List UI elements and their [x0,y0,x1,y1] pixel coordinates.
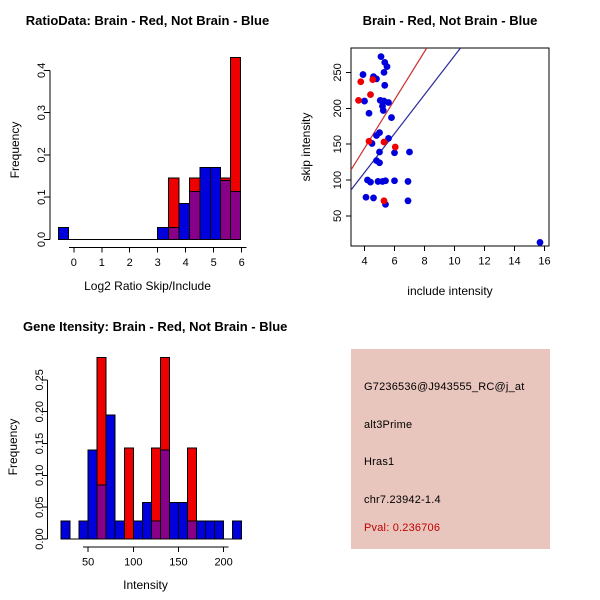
scatter-point [537,239,544,246]
x-tick-label: 2 [126,257,133,269]
scatter-point [366,110,373,117]
y-tick-label: 0.0 [35,231,48,248]
gene-histogram-ylabel: Frequency [6,418,20,476]
scatter-point [378,53,385,60]
hist-bar [188,521,197,539]
fit-line [351,48,461,190]
scatter-point [406,149,413,156]
hist-bar [88,450,97,539]
info-probe-id: G7236536@J943555_RC@j_at [364,381,525,393]
hist-bar [133,521,142,539]
scatter-point [381,139,388,146]
hist-bar [115,521,124,539]
info-pval: Pval: 0.236706 [364,522,441,534]
hist-bar [200,168,210,240]
intensity-scatter-xlabel: include intensity [407,284,493,298]
x-tick-label: 14 [508,255,521,268]
x-tick-label: 100 [124,556,143,569]
scatter-point [361,98,368,105]
y-tick-label: 0.10 [33,464,46,487]
y-tick-label: 100 [331,170,344,190]
x-tick-label: 6 [391,255,398,268]
x-tick-label: 0 [70,257,77,269]
hist-bar [169,503,178,539]
y-tick-label: 0.20 [33,400,46,423]
scatter-point [360,71,367,78]
hist-bar [79,521,88,539]
hist-bar [220,180,230,239]
scatter-point [370,195,377,202]
hist-bar [197,521,206,539]
x-tick-label: 16 [538,255,551,268]
x-tick-label: 5 [210,257,217,269]
hist-bar [142,503,151,539]
gene-histogram-title: Gene Itensity: Brain - Red, Not Brain - Blue [23,319,288,334]
x-tick-label: 12 [478,255,491,268]
scatter-point [382,177,389,184]
intensity-scatter-title: Brain - Red, Not Brain - Blue [362,13,538,28]
hist-bar [168,228,179,240]
ratio-histogram-plot [36,58,247,269]
y-tick-label: 150 [331,134,344,154]
hist-bar [61,521,70,539]
y-tick-label: 50 [331,209,344,222]
scatter-point [373,132,380,139]
hist-bar [190,192,201,240]
x-tick-label: 1 [98,257,105,269]
scatter-point [384,63,391,70]
x-tick-label: 3 [154,257,161,269]
y-tick-label: 0.25 [33,369,46,391]
info-event-type: alt3Prime [364,419,413,431]
scatter-point [369,76,376,83]
y-tick-label: 200 [331,99,344,118]
scatter-point [367,91,374,98]
y-tick-label: 0.2 [35,147,48,163]
hist-bar [230,192,240,240]
scatter-point [405,197,412,204]
scatter-point [391,149,398,156]
scatter-point [381,82,388,89]
hist-bar [106,415,115,539]
info-gene: Hras1 [364,456,395,468]
hist-bar [233,521,242,539]
scatter-point [405,178,412,185]
x-tick-label: 150 [169,556,188,569]
hist-bar [206,521,215,539]
plot-box [351,48,549,246]
x-tick-label: 50 [82,556,95,569]
hist-bar [215,521,224,539]
scatter-point [366,138,373,145]
hist-bar [97,485,106,539]
scatter-point [392,144,399,151]
ratio-histogram-xlabel: Log2 Ratio Skip/Include [84,279,211,293]
scatter-point [376,159,383,166]
scatter-point [376,149,383,156]
scatter-point [363,194,370,201]
y-tick-label: 0.4 [35,62,48,78]
y-tick-label: 0.05 [33,496,46,518]
x-tick-label: 4 [361,255,368,268]
y-tick-label: 0.3 [35,104,48,121]
scatter-point [381,197,388,204]
scatter-point [388,114,395,121]
x-tick-label: 8 [421,255,428,268]
hist-bar [151,521,160,539]
y-tick-label: 0.15 [33,432,46,455]
ratio-histogram-title: RatioData: Brain - Red, Not Brain - Blue [25,13,270,28]
hist-bar [160,450,169,539]
y-tick-label: 0.1 [35,189,48,205]
x-tick-label: 6 [238,257,245,269]
scatter-point [367,179,374,186]
hist-bar [58,228,68,240]
hist-bar [158,228,169,240]
x-tick-label: 10 [448,255,461,268]
info-location: chr7.23942-1.4 [364,494,441,506]
ratio-histogram-ylabel: Frequency [8,121,22,179]
scatter-point [391,177,398,184]
info-panel [351,349,550,549]
hist-bar [179,204,190,240]
scatter-point [357,78,364,85]
intensity-scatter-ylabel: skip intensity [299,112,313,182]
scatter-point [355,97,362,104]
hist-bar [210,168,220,240]
y-tick-label: 0.00 [33,528,46,550]
scatter-point [381,69,388,76]
y-tick-label: 250 [331,63,344,82]
hist-bar [124,448,133,539]
intensity-scatter-plot [332,48,551,268]
scatter-point [385,99,392,106]
x-tick-label: 200 [214,556,233,569]
scatter-point [380,107,387,114]
gene-histogram-plot [34,358,242,569]
gene-histogram-xlabel: Intensity [123,578,168,592]
hist-bar [178,503,187,539]
x-tick-label: 4 [182,257,189,269]
